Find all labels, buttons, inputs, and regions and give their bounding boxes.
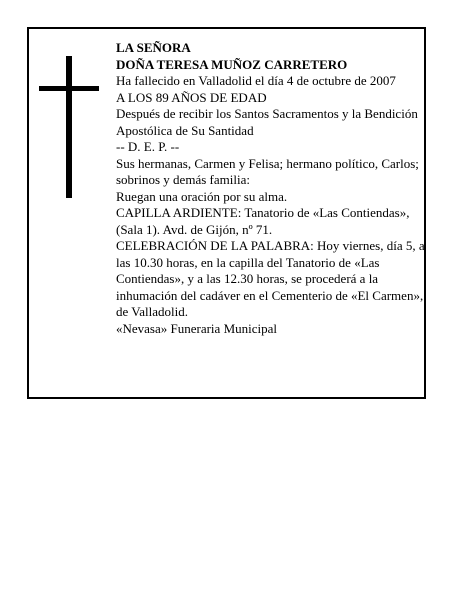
deceased-name: DOÑA TERESA MUÑOZ CARRETERO xyxy=(116,56,348,72)
notice-title: LA SEÑORA xyxy=(116,40,191,55)
death-date-line: Ha fallecido en Valladolid el día 4 de octubre de 2007 xyxy=(116,73,396,88)
cross-vertical-bar xyxy=(66,56,72,198)
cross-icon xyxy=(39,56,99,198)
chapel-line: CAPILLA ARDIENTE: Tanatorio de «Las Contiendas», (Sala 1). Avd. de Gijón, nº 71. xyxy=(116,205,410,237)
dep-line: -- D. E. P. -- xyxy=(116,139,180,154)
family-line: Sus hermanas, Carmen y Felisa; hermano político, Carlos; sobrinos y demás familia: xyxy=(116,155,419,187)
obituary-notice xyxy=(27,27,426,399)
notice-text xyxy=(116,40,426,337)
funeral-home-line: «Nevasa» Funeraria Municipal xyxy=(116,320,278,336)
prayer-line: Ruegan una oración por su alma. xyxy=(116,188,288,204)
sacraments-line: Después de recibir los Santos Sacramentos y la Bendición Apostólica de Su Santidad xyxy=(116,106,418,138)
age-line: A LOS 89 AÑOS DE EDAD xyxy=(116,89,267,105)
ceremony-line: CELEBRACIÓN DE LA PALABRA: Hoy viernes, día 5, a las 10.30 horas, en la capilla del Tanatorio de «Las Contiendas», y a las 12.30 horas, se procederá a la inhumación del cadáver en el Cementerio de «El Carmen», de Valladolid. xyxy=(116,238,425,319)
cross-horizontal-bar xyxy=(39,86,99,91)
